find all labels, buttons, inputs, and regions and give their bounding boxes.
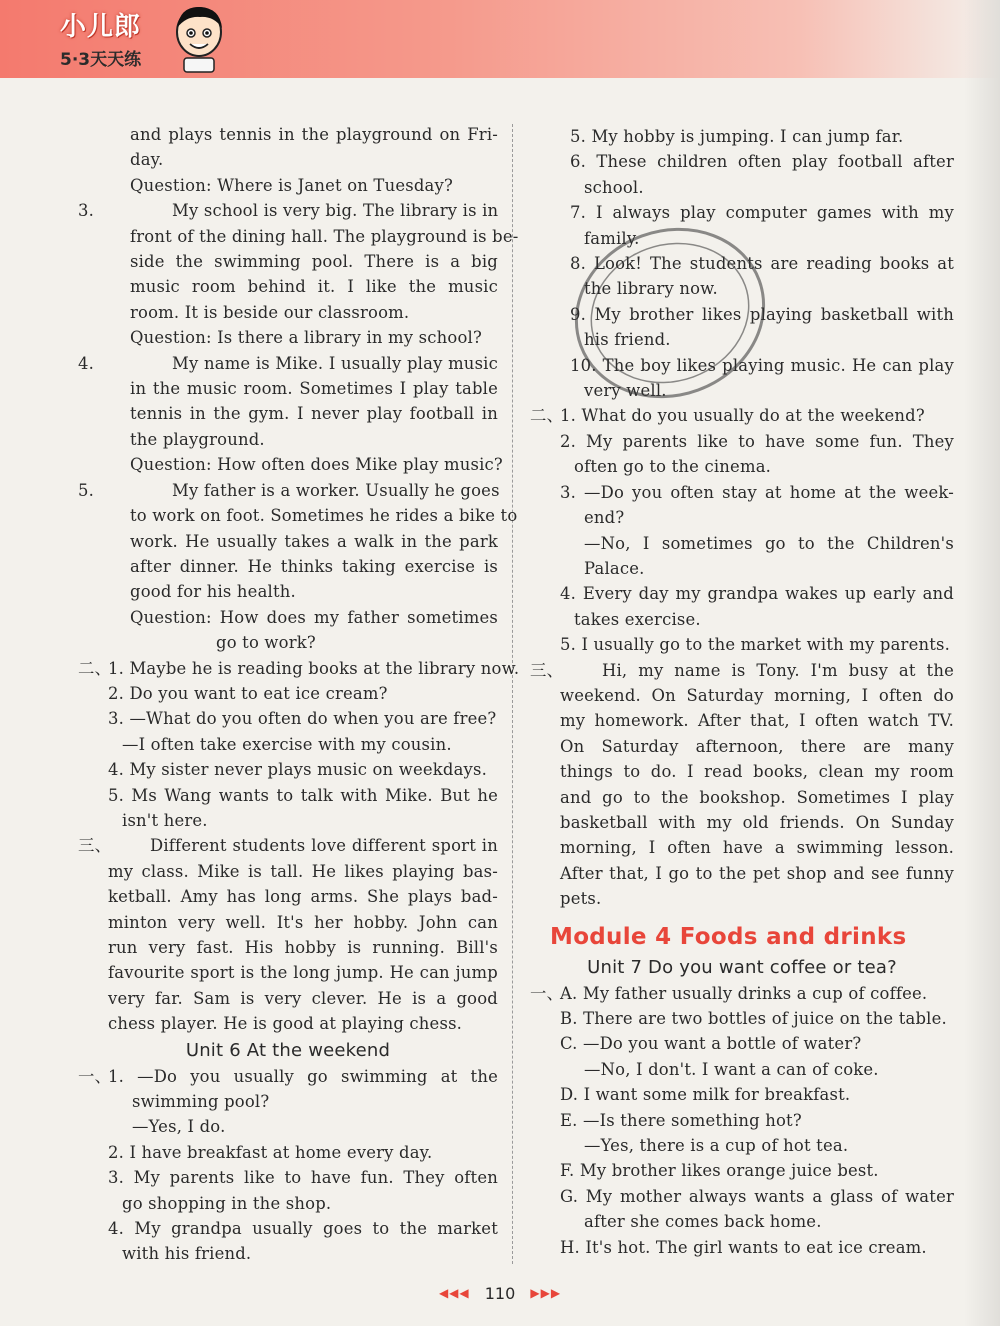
answer-line bbox=[530, 1235, 954, 1260]
line-text: side the swimming pool. There is a big bbox=[130, 252, 498, 272]
line-marker bbox=[78, 681, 108, 706]
answer-line bbox=[78, 960, 498, 985]
answer-line bbox=[530, 835, 954, 860]
line-marker bbox=[78, 249, 130, 274]
line-marker bbox=[530, 327, 560, 352]
line-marker: 5. bbox=[78, 480, 95, 500]
answer-line bbox=[78, 274, 498, 299]
stamp-icon bbox=[560, 218, 780, 408]
footer-arrows-right-icon: ▶▶▶ bbox=[530, 1286, 562, 1300]
line-marker bbox=[530, 1158, 560, 1183]
line-marker bbox=[530, 1209, 560, 1234]
line-marker bbox=[530, 480, 560, 505]
answer-line bbox=[530, 149, 954, 174]
line-marker bbox=[530, 1184, 560, 1209]
answer-line bbox=[530, 581, 954, 606]
line-text: morning, I often have a swimming lesson. bbox=[560, 838, 954, 858]
line-marker bbox=[530, 378, 560, 403]
line-text: go to work? bbox=[216, 633, 316, 653]
line-marker: 三、 bbox=[530, 660, 564, 680]
line-marker bbox=[78, 1114, 108, 1139]
line-marker bbox=[530, 505, 560, 530]
answer-line bbox=[530, 785, 954, 810]
line-text: 8. Look! The students are reading books at bbox=[570, 254, 954, 274]
brand-name: 小儿郎 bbox=[60, 12, 142, 42]
line-text: —Yes, there is a cup of hot tea. bbox=[584, 1136, 849, 1156]
line-marker bbox=[530, 632, 560, 657]
line-text: My father is a worker. Usually he goes bbox=[172, 480, 500, 500]
line-marker bbox=[78, 1089, 108, 1114]
module4-title: Module 4 Foods and drinks bbox=[550, 923, 907, 950]
line-text: Palace. bbox=[584, 558, 645, 578]
indent-spacer bbox=[130, 351, 172, 376]
answer-line bbox=[78, 910, 498, 935]
answer-line bbox=[530, 556, 954, 581]
footer-arrows-left-icon: ◀◀◀ bbox=[438, 1286, 470, 1300]
line-text: 2. My parents like to have some fun. They bbox=[560, 431, 954, 451]
answer-line bbox=[78, 478, 498, 503]
indent-spacer bbox=[560, 1133, 584, 1158]
answer-line bbox=[530, 708, 954, 733]
answer-line bbox=[530, 1082, 954, 1107]
answer-line bbox=[78, 681, 498, 706]
line-marker bbox=[78, 706, 108, 731]
indent-spacer bbox=[130, 198, 172, 223]
line-marker: 二、 bbox=[78, 658, 112, 678]
answer-line bbox=[78, 783, 498, 808]
line-marker bbox=[78, 1216, 108, 1241]
line-text: A. My father usually drinks a cup of coffee. bbox=[560, 983, 928, 1003]
answer-line bbox=[78, 300, 498, 325]
line-marker bbox=[530, 251, 560, 276]
line-text: —No, I sometimes go to the Children's bbox=[584, 533, 954, 553]
answer-line bbox=[78, 1011, 498, 1036]
answer-line bbox=[78, 1064, 498, 1089]
line-text: tennis in the gym. I never play football in bbox=[130, 404, 498, 424]
line-text: 4. My grandpa usually goes to the market bbox=[108, 1219, 498, 1239]
answer-line bbox=[530, 607, 954, 632]
indent-spacer bbox=[560, 556, 584, 581]
line-text: school. bbox=[584, 177, 644, 197]
line-text: Question: Where is Janet on Tuesday? bbox=[130, 175, 453, 195]
line-marker bbox=[530, 708, 560, 733]
answer-line bbox=[78, 147, 498, 172]
answer-line bbox=[530, 1031, 954, 1056]
line-text: my class. Mike is tall. He likes playing bas- bbox=[108, 861, 498, 881]
answer-line bbox=[78, 1165, 498, 1190]
answer-line bbox=[530, 429, 954, 454]
line-marker bbox=[78, 452, 130, 477]
answer-line bbox=[78, 630, 498, 655]
answer-line bbox=[530, 1184, 954, 1209]
indent-spacer bbox=[560, 531, 584, 556]
line-text: my homework. After that, I often watch TV. bbox=[560, 711, 954, 731]
line-marker bbox=[530, 276, 560, 301]
line-text: his friend. bbox=[584, 330, 671, 350]
line-marker bbox=[78, 503, 130, 528]
answer-line bbox=[78, 859, 498, 884]
line-marker bbox=[78, 960, 108, 985]
line-marker bbox=[78, 1191, 108, 1216]
answer-line bbox=[78, 1089, 498, 1114]
line-marker bbox=[530, 734, 560, 759]
answer-line bbox=[530, 531, 954, 556]
line-text: F. My brother likes orange juice best. bbox=[560, 1161, 879, 1181]
header-band bbox=[0, 0, 1000, 78]
line-marker bbox=[530, 429, 560, 454]
unit7-title: Unit 7 Do you want coffee or tea? bbox=[587, 956, 897, 978]
line-marker bbox=[78, 605, 130, 630]
line-text: Question: How does my father sometimes bbox=[130, 607, 498, 627]
line-text: Different students love different sport in bbox=[150, 836, 498, 856]
left-column bbox=[78, 122, 520, 1267]
line-marker bbox=[78, 1011, 108, 1036]
answer-line bbox=[78, 706, 498, 731]
answer-line bbox=[78, 503, 518, 528]
line-text: go shopping in the shop. bbox=[122, 1193, 332, 1213]
line-marker bbox=[78, 783, 108, 808]
answer-line bbox=[78, 935, 498, 960]
line-text: 9. My brother likes playing basketball with bbox=[570, 304, 954, 324]
answer-line bbox=[78, 833, 498, 858]
answer-line bbox=[78, 401, 498, 426]
line-text: in the music room. Sometimes I play table bbox=[130, 379, 498, 399]
answer-line bbox=[530, 1108, 954, 1133]
line-text: and plays tennis in the playground on Fri- bbox=[130, 125, 498, 144]
answer-line bbox=[78, 808, 498, 833]
line-marker bbox=[78, 1165, 108, 1190]
line-text: Question: Is there a library in my school? bbox=[130, 328, 482, 348]
line-marker: 一、 bbox=[78, 1066, 112, 1086]
line-marker bbox=[78, 910, 108, 935]
indent-spacer bbox=[560, 175, 584, 200]
answer-line bbox=[530, 759, 954, 784]
line-text: good for his health. bbox=[130, 582, 296, 602]
line-marker bbox=[530, 302, 560, 327]
line-text: 1. What do you usually do at the weekend? bbox=[560, 406, 925, 426]
line-marker bbox=[78, 1140, 108, 1165]
line-marker bbox=[78, 1241, 108, 1266]
answer-line bbox=[78, 1140, 498, 1165]
line-marker bbox=[530, 1235, 560, 1260]
line-marker bbox=[530, 200, 560, 225]
answer-line bbox=[530, 505, 954, 530]
indent-spacer bbox=[108, 732, 122, 757]
answer-line bbox=[78, 1114, 498, 1139]
indent-spacer bbox=[560, 1209, 584, 1234]
line-text: very well. bbox=[584, 381, 667, 401]
line-marker bbox=[530, 759, 560, 784]
answer-line bbox=[530, 683, 954, 708]
line-marker: 二、 bbox=[530, 406, 564, 426]
line-marker bbox=[78, 325, 130, 350]
line-marker bbox=[530, 353, 560, 378]
answer-line bbox=[530, 1133, 954, 1158]
line-marker bbox=[78, 224, 130, 249]
line-marker bbox=[78, 376, 130, 401]
line-text: pets. bbox=[560, 889, 602, 909]
line-marker bbox=[530, 810, 560, 835]
line-marker bbox=[530, 454, 560, 479]
line-text: 10. The boy likes playing music. He can play bbox=[570, 355, 954, 375]
line-marker bbox=[530, 1133, 560, 1158]
line-marker bbox=[78, 757, 108, 782]
answer-line bbox=[78, 376, 498, 401]
line-text: B. There are two bottles of juice on the table. bbox=[560, 1009, 947, 1028]
line-text: takes exercise. bbox=[574, 609, 701, 629]
answer-line bbox=[530, 454, 954, 479]
indent-spacer bbox=[130, 478, 172, 503]
line-marker bbox=[530, 835, 560, 860]
line-text: 5. My hobby is jumping. I can jump far. bbox=[570, 127, 904, 146]
answer-line bbox=[78, 452, 503, 477]
indent-spacer bbox=[560, 149, 570, 174]
line-marker bbox=[78, 554, 130, 579]
answer-line bbox=[530, 1209, 954, 1234]
page-number: 110 bbox=[484, 1284, 516, 1303]
line-text: chess player. He is good at playing chess. bbox=[108, 1014, 463, 1034]
indent-spacer bbox=[108, 1114, 132, 1139]
line-text: 3. —What do you often do when you are free? bbox=[108, 709, 497, 729]
line-text: 3. My parents like to have fun. They often bbox=[108, 1168, 498, 1188]
line-text: room. It is beside our classroom. bbox=[130, 302, 410, 322]
line-marker bbox=[78, 859, 108, 884]
line-text: after dinner. He thinks taking exercise is bbox=[130, 556, 498, 576]
answer-line bbox=[530, 175, 954, 200]
line-marker: 3. bbox=[78, 201, 95, 221]
answer-line bbox=[78, 249, 498, 274]
answer-line bbox=[78, 884, 498, 909]
line-marker bbox=[78, 300, 130, 325]
indent-spacer bbox=[108, 1191, 122, 1216]
line-text: with his friend. bbox=[122, 1244, 252, 1264]
answer-line bbox=[530, 480, 954, 505]
line-text: After that, I go to the pet shop and see funny bbox=[560, 863, 954, 883]
line-marker bbox=[530, 1057, 560, 1082]
line-marker bbox=[530, 1108, 560, 1133]
line-text: H. It's hot. The girl wants to eat ice cream. bbox=[560, 1237, 927, 1257]
mascot-icon bbox=[170, 2, 228, 74]
line-marker bbox=[78, 808, 108, 833]
answer-line bbox=[78, 1191, 498, 1216]
indent-spacer bbox=[560, 124, 570, 149]
line-marker bbox=[78, 427, 130, 452]
line-text: My name is Mike. I usually play music bbox=[172, 353, 498, 373]
line-text: favourite sport is the long jump. He can jump bbox=[108, 963, 498, 983]
line-marker bbox=[78, 579, 130, 604]
answer-line bbox=[530, 886, 954, 911]
line-text: 5. I usually go to the market with my parents. bbox=[560, 635, 951, 655]
answer-line bbox=[78, 1216, 498, 1241]
unit6-title: Unit 6 At the weekend bbox=[185, 1039, 391, 1061]
answer-line bbox=[530, 810, 954, 835]
line-text: On Saturday afternoon, there are many bbox=[560, 736, 954, 756]
answer-line bbox=[530, 124, 954, 149]
line-marker bbox=[530, 124, 560, 149]
answer-line bbox=[78, 325, 498, 350]
line-marker bbox=[530, 581, 560, 606]
line-marker bbox=[530, 226, 560, 251]
line-text: the library now. bbox=[584, 279, 718, 299]
column-divider bbox=[512, 124, 513, 1264]
line-text: Hi, my name is Tony. I'm busy at the bbox=[602, 660, 954, 680]
brand-logo bbox=[60, 6, 141, 70]
answer-line bbox=[530, 981, 954, 1006]
answer-line bbox=[530, 632, 954, 657]
answer-line bbox=[78, 1241, 498, 1266]
answer-line bbox=[78, 732, 498, 757]
line-text: weekend. On Saturday morning, I often do bbox=[560, 685, 954, 705]
line-text: G. My mother always wants a glass of water bbox=[560, 1186, 954, 1206]
line-text: D. I want some milk for breakfast. bbox=[560, 1085, 851, 1105]
line-text: to work on foot. Sometimes he rides a bike to bbox=[130, 506, 518, 526]
line-marker bbox=[78, 630, 130, 655]
answer-line bbox=[530, 861, 954, 886]
line-marker: 三、 bbox=[78, 836, 112, 856]
line-marker bbox=[530, 607, 560, 632]
line-marker bbox=[78, 401, 130, 426]
indent-spacer bbox=[560, 658, 602, 683]
line-text: 3. —Do you often stay at home at the week- bbox=[560, 482, 954, 502]
line-text: 7. I always play computer games with my bbox=[570, 203, 954, 223]
line-text: music room behind it. I like the music bbox=[130, 277, 498, 297]
line-text: C. —Do you want a bottle of water? bbox=[560, 1034, 862, 1054]
indent-spacer bbox=[108, 808, 122, 833]
line-marker bbox=[78, 884, 108, 909]
line-text: —Yes, I do. bbox=[132, 1117, 226, 1137]
answer-line bbox=[530, 658, 954, 683]
indent-spacer bbox=[560, 505, 584, 530]
line-text: 4. My sister never plays music on weekdays. bbox=[108, 760, 488, 780]
line-text: and go to the bookshop. Sometimes I play bbox=[560, 787, 954, 807]
answer-line bbox=[78, 173, 498, 198]
line-marker bbox=[530, 1082, 560, 1107]
unit6-answer-lines bbox=[78, 1064, 498, 1267]
line-text: day. bbox=[130, 150, 164, 170]
answer-line bbox=[78, 579, 498, 604]
line-text: 1. —Do you usually go swimming at the bbox=[108, 1066, 498, 1086]
line-text: often go to the cinema. bbox=[574, 457, 772, 477]
line-marker bbox=[530, 683, 560, 708]
unit7-answer-lines bbox=[530, 981, 954, 1260]
answer-line bbox=[530, 1158, 954, 1183]
line-text: Question: How often does Mike play music? bbox=[130, 455, 503, 475]
line-marker bbox=[530, 1031, 560, 1056]
line-text: things to do. I read books, clean my room bbox=[560, 762, 954, 782]
left-answer-lines bbox=[78, 122, 520, 1037]
answer-line bbox=[78, 757, 498, 782]
line-text: very far. Sam is very clever. He is a good bbox=[108, 988, 498, 1008]
line-marker bbox=[78, 986, 108, 1011]
line-marker bbox=[530, 1006, 560, 1031]
line-text: —No, I don't. I want a can of coke. bbox=[584, 1059, 879, 1079]
line-marker bbox=[78, 274, 130, 299]
line-text: family. bbox=[584, 228, 640, 248]
line-text: the playground. bbox=[130, 429, 265, 449]
line-marker bbox=[78, 732, 108, 757]
line-text: My school is very big. The library is in bbox=[172, 201, 499, 221]
answer-line bbox=[78, 198, 498, 223]
indent-spacer bbox=[108, 1089, 132, 1114]
line-text: ketball. Amy has long arms. She plays bad- bbox=[108, 887, 498, 907]
line-marker bbox=[78, 935, 108, 960]
indent-spacer bbox=[130, 630, 216, 655]
answer-line bbox=[530, 734, 954, 759]
line-text: isn't here. bbox=[122, 810, 208, 830]
indent-spacer bbox=[108, 1241, 122, 1266]
line-marker bbox=[78, 147, 130, 172]
line-text: 5. Ms Wang wants to talk with Mike. But he bbox=[108, 785, 498, 805]
line-marker bbox=[530, 886, 560, 911]
line-text: 4. Every day my grandpa wakes up early and bbox=[560, 584, 954, 604]
line-marker bbox=[530, 531, 560, 556]
line-marker bbox=[530, 149, 560, 174]
line-text: basketball with my old friends. On Sunday bbox=[560, 812, 954, 832]
answer-line bbox=[78, 224, 519, 249]
line-text: work. He usually takes a walk in the park bbox=[130, 531, 498, 551]
line-text: minton very well. It's her hobby. John can bbox=[108, 912, 498, 932]
line-text: 2. Do you want to eat ice cream? bbox=[108, 683, 388, 703]
line-text: 2. I have breakfast at home every day. bbox=[108, 1142, 433, 1162]
answer-line bbox=[78, 351, 498, 376]
indent-spacer bbox=[560, 607, 574, 632]
line-marker bbox=[530, 785, 560, 810]
line-marker bbox=[530, 861, 560, 886]
line-marker bbox=[78, 529, 130, 554]
answer-line bbox=[78, 122, 498, 147]
answer-line bbox=[530, 1006, 954, 1031]
indent-spacer bbox=[560, 1057, 584, 1082]
indent-spacer bbox=[108, 833, 150, 858]
answer-line bbox=[78, 656, 520, 681]
line-marker: 一、 bbox=[530, 983, 564, 1003]
answer-line bbox=[78, 427, 498, 452]
line-text: front of the dining hall. The playground is be- bbox=[130, 226, 519, 246]
line-text: run very fast. His hobby is running. Bill's bbox=[108, 938, 498, 957]
line-marker bbox=[530, 556, 560, 581]
line-text: swimming pool? bbox=[132, 1092, 270, 1112]
answer-line bbox=[530, 1057, 954, 1082]
line-text: 6. These children often play football after bbox=[570, 152, 954, 172]
line-text: after she comes back home. bbox=[584, 1212, 822, 1232]
page-footer bbox=[0, 1284, 1000, 1308]
answer-line bbox=[78, 554, 498, 579]
line-marker bbox=[78, 173, 130, 198]
line-marker: 4. bbox=[78, 353, 95, 373]
answer-line bbox=[78, 529, 498, 554]
indent-spacer bbox=[560, 454, 574, 479]
line-text: E. —Is there something hot? bbox=[560, 1110, 802, 1130]
page-edge-shadow bbox=[964, 0, 1000, 1326]
answer-line bbox=[78, 986, 498, 1011]
line-text: end? bbox=[584, 508, 625, 528]
line-text: 1. Maybe he is reading books at the library now. bbox=[108, 658, 520, 678]
line-marker bbox=[78, 122, 130, 147]
line-text: —I often take exercise with my cousin. bbox=[122, 734, 452, 754]
line-marker bbox=[530, 175, 560, 200]
brand-subtitle: 5·3天天练 bbox=[60, 50, 142, 70]
answer-line bbox=[78, 605, 498, 630]
